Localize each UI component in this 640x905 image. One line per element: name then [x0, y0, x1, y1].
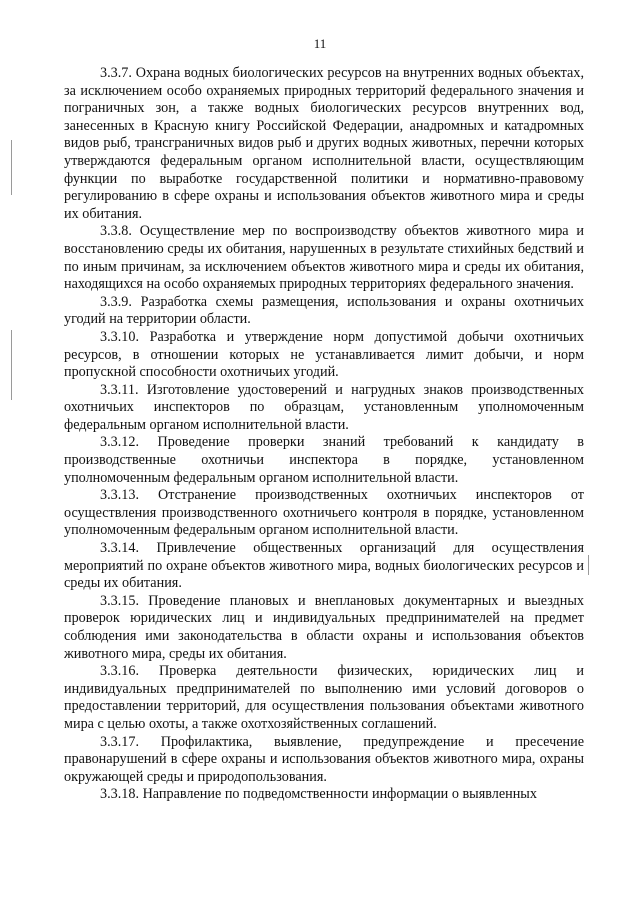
paragraph-3-3-8: 3.3.8. Осуществление мер по воспроизводству объектов животного мира и восстановлению среды их обитания, нарушенных в результате стихийных бедствий и по иным причинам, за исключением объектов животного мира и среды их обитания, находящихся на особо охраняемых природных территориях федерального значения.	[64, 223, 584, 293]
paragraph-3-3-14: 3.3.14. Привлечение общественных организаций для осуществления мероприятий по охране объектов животного мира, водных биологических ресурсов и среды их обитания.	[64, 540, 584, 592]
paragraph-3-3-11: 3.3.11. Изготовление удостоверений и нагрудных знаков производственных охотничьих инспекторов по образцам, установленным уполномоченным федеральным органом исполнительной власти.	[64, 381, 584, 433]
paragraph-3-3-17: 3.3.17. Профилактика, выявление, предупреждение и пресечение правонарушений в сфере охраны и использования объектов животного мира, охраны окружающей среды и природопользования.	[64, 733, 584, 785]
document-body	[64, 65, 584, 804]
scan-mark	[11, 140, 12, 195]
scan-mark	[11, 330, 12, 400]
paragraph-3-3-13: 3.3.13. Отстранение производственных охотничьих инспекторов от осуществления производственного охотничьего контроля в порядке, установленном уполномоченным федеральным органом исполнительной власти.	[64, 487, 584, 539]
paragraph-3-3-10: 3.3.10. Разработка и утверждение норм допустимой добычи охотничьих ресурсов, в отношении которых не устанавливается лимит добычи, и норм пропускной способности охотничьих угодий.	[64, 328, 584, 381]
paragraph-3-3-18: 3.3.18. Направление по подведомственности информации о выявленных	[100, 786, 537, 803]
paragraph-3-3-12: 3.3.12. Проведение проверки знаний требований к кандидату в производственные охотничьи инспектора в порядке, установленном уполномоченным федеральным органом исполнительной власти.	[64, 434, 584, 486]
scan-mark	[588, 555, 589, 575]
paragraph-3-3-9: 3.3.9. Разработка схемы размещения, использования и охраны охотничьих угодий на территории области.	[64, 293, 584, 328]
page-number: 11	[313, 36, 327, 51]
paragraph-3-3-7: 3.3.7. Охрана водных биологических ресурсов на внутренних водных объектах, за исключением особо охраняемых природных территорий федерального значения и пограничных зон, а также водных биологических ресурсов внутренних вод, занесенных в Красную книгу Российской Федерации, анадромных и катадромных видов рыб, трансграничных видов рыб и других водных животных, перечни которых утверждаются федеральным органом исполнительной власти, осуществляющим функции по выработке государственной политики и нормативно-правовому регулированию в сфере охраны и использования объектов животного мира и среды их обитания.	[64, 65, 584, 222]
paragraph-3-3-15: 3.3.15. Проведение плановых и внеплановых документарных и выездных проверок юридических лиц и индивидуальных предпринимателей на предмет соблюдения ими законодательства в области охраны и использования объектов животного мира, среды их обитания.	[64, 592, 584, 662]
paragraph-3-3-16: 3.3.16. Проверка деятельности физических, юридических лиц и индивидуальных предпринимателей по выполнению ими условий договоров о предоставлении территорий, для осуществления пользования объектами животного мира с целью охоты, а также охотхозяйственных соглашений.	[64, 663, 584, 732]
